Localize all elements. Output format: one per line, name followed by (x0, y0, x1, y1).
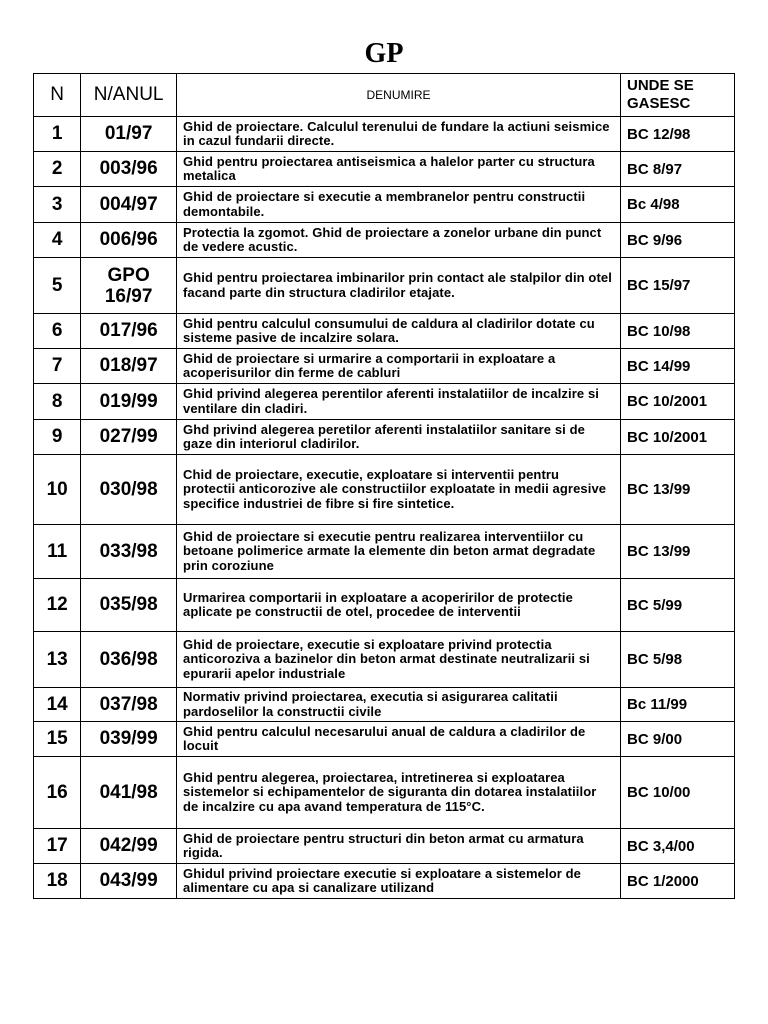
row-number: 7 (34, 349, 81, 384)
row-title: Ghd privind alegerea peretilor aferenti instalatiilor sanitare si de gaze din interiorul cladirilor. (176, 420, 620, 455)
header-anul: N/ANUL (81, 74, 177, 117)
table-row (34, 117, 735, 152)
row-code: 039/99 (81, 722, 177, 757)
page-title: GP (364, 38, 404, 69)
row-number: 8 (34, 384, 81, 420)
row-number: 1 (34, 117, 81, 152)
table-row (34, 152, 735, 187)
table-row (34, 525, 735, 579)
table-row (34, 829, 735, 864)
row-location: BC 8/97 (621, 152, 735, 187)
row-code: 004/97 (81, 187, 177, 223)
row-location: BC 14/99 (621, 349, 735, 384)
row-code: 017/96 (81, 314, 177, 349)
row-number: 16 (34, 757, 81, 829)
standards-table (33, 73, 735, 899)
row-title: Ghid pentru alegerea, proiectarea, intretinerea si exploatarea sistemelor si echipamentelor de siguranta din dotarea instalatiilor de incalzire cu apa avand temperatura de 115°C. (176, 757, 620, 829)
header-denumire: DENUMIRE (176, 74, 620, 117)
row-location: BC 9/96 (621, 223, 735, 258)
table-row (34, 420, 735, 455)
row-location: BC 10/2001 (621, 420, 735, 455)
row-code: 042/99 (81, 829, 177, 864)
table-row (34, 864, 735, 899)
row-location: BC 10/98 (621, 314, 735, 349)
row-number: 3 (34, 187, 81, 223)
row-title: Ghid privind alegerea perentilor aferenti instalatiilor de incalzire si ventilare din cladiri. (176, 384, 620, 420)
row-title: Ghid de proiectare, executie si exploatare privind protectia anticoroziva a bazinelor din beton armat destinate neutralizarii si epurarii apelor industriale (176, 632, 620, 688)
header-n: N (34, 74, 81, 117)
row-code: 043/99 (81, 864, 177, 899)
row-title: Protectia la zgomot. Ghid de proiectare a zonelor urbane din punct de vedere acustic. (176, 223, 620, 258)
row-title: Ghidul privind proiectare executie si exploatare a sistemelor de alimentare cu apa si canalizare utilizand (176, 864, 620, 899)
row-code: 035/98 (81, 579, 177, 632)
row-title: Normativ privind proiectarea, executia si asigurarea calitatii pardoselilor la constructii civile (176, 688, 620, 722)
row-location: BC 3,4/00 (621, 829, 735, 864)
row-code: 003/96 (81, 152, 177, 187)
table-row (34, 757, 735, 829)
row-number: 12 (34, 579, 81, 632)
row-title: Chid de proiectare, executie, exploatare si interventii pentru protectii anticorozive ale constructiilor exploatate in medii agresive specifice industriei de fibre si fire sintetice. (176, 455, 620, 525)
row-location: BC 10/00 (621, 757, 735, 829)
row-code: GPO 16/97 (81, 258, 177, 314)
row-number: 14 (34, 688, 81, 722)
row-location: BC 13/99 (621, 455, 735, 525)
row-title: Ghid de proiectare pentru structuri din beton armat cu armatura rigida. (176, 829, 620, 864)
row-code: 019/99 (81, 384, 177, 420)
row-title: Urmarirea comportarii in exploatare a acoperirilor de protectie aplicate pe constructii de otel, procedee de interventii (176, 579, 620, 632)
table-row (34, 384, 735, 420)
table-row (34, 223, 735, 258)
row-location: BC 1/2000 (621, 864, 735, 899)
table-row (34, 258, 735, 314)
row-location: BC 15/97 (621, 258, 735, 314)
row-title: Ghid de proiectare si urmarire a comportarii in exploatare a acoperisurilor din ferme de cabluri (176, 349, 620, 384)
row-number: 18 (34, 864, 81, 899)
row-code: 01/97 (81, 117, 177, 152)
row-location: BC 10/2001 (621, 384, 735, 420)
row-location: BC 9/00 (621, 722, 735, 757)
row-number: 10 (34, 455, 81, 525)
row-title: Ghid pentru calculul consumului de caldura al cladirilor dotate cu sisteme pasive de incalzire solara. (176, 314, 620, 349)
row-number: 2 (34, 152, 81, 187)
row-number: 9 (34, 420, 81, 455)
row-title: Ghid de proiectare. Calculul terenului de fundare la actiuni seismice in cazul fundarii directe. (176, 117, 620, 152)
row-number: 13 (34, 632, 81, 688)
row-code: 027/99 (81, 420, 177, 455)
row-title: Ghid pentru proiectarea imbinarilor prin contact ale stalpilor din otel facand parte din structura cladirilor etajate. (176, 258, 620, 314)
row-code: 037/98 (81, 688, 177, 722)
row-title: Ghid pentru calculul necesarului anual de caldura a cladirilor de locuit (176, 722, 620, 757)
row-code: 030/98 (81, 455, 177, 525)
table-row (34, 579, 735, 632)
header-unde-se-gasesc: UNDE SE GASESC (621, 74, 735, 117)
table-row (34, 722, 735, 757)
table-row (34, 688, 735, 722)
row-number: 11 (34, 525, 81, 579)
table-header-row (34, 74, 735, 117)
row-location: BC 5/98 (621, 632, 735, 688)
row-location: BC 13/99 (621, 525, 735, 579)
row-title: Ghid de proiectare si executie a membranelor pentru constructii demontabile. (176, 187, 620, 223)
table-row (34, 187, 735, 223)
row-title: Ghid de proiectare si executie pentru realizarea interventiilor cu betoane polimerice armate la elemente din beton armat degradate prin coroziune (176, 525, 620, 579)
row-code: 018/97 (81, 349, 177, 384)
row-number: 15 (34, 722, 81, 757)
row-number: 6 (34, 314, 81, 349)
table-row (34, 349, 735, 384)
row-code: 041/98 (81, 757, 177, 829)
row-number: 5 (34, 258, 81, 314)
row-location: Bc 11/99 (621, 688, 735, 722)
row-number: 17 (34, 829, 81, 864)
table-row (34, 314, 735, 349)
row-title: Ghid pentru proiectarea antiseismica a halelor parter cu structura metalica (176, 152, 620, 187)
row-location: Bc 4/98 (621, 187, 735, 223)
table-row (34, 632, 735, 688)
row-code: 033/98 (81, 525, 177, 579)
row-code: 006/96 (81, 223, 177, 258)
row-location: BC 5/99 (621, 579, 735, 632)
row-number: 4 (34, 223, 81, 258)
table-row (34, 455, 735, 525)
row-location: BC 12/98 (621, 117, 735, 152)
row-code: 036/98 (81, 632, 177, 688)
